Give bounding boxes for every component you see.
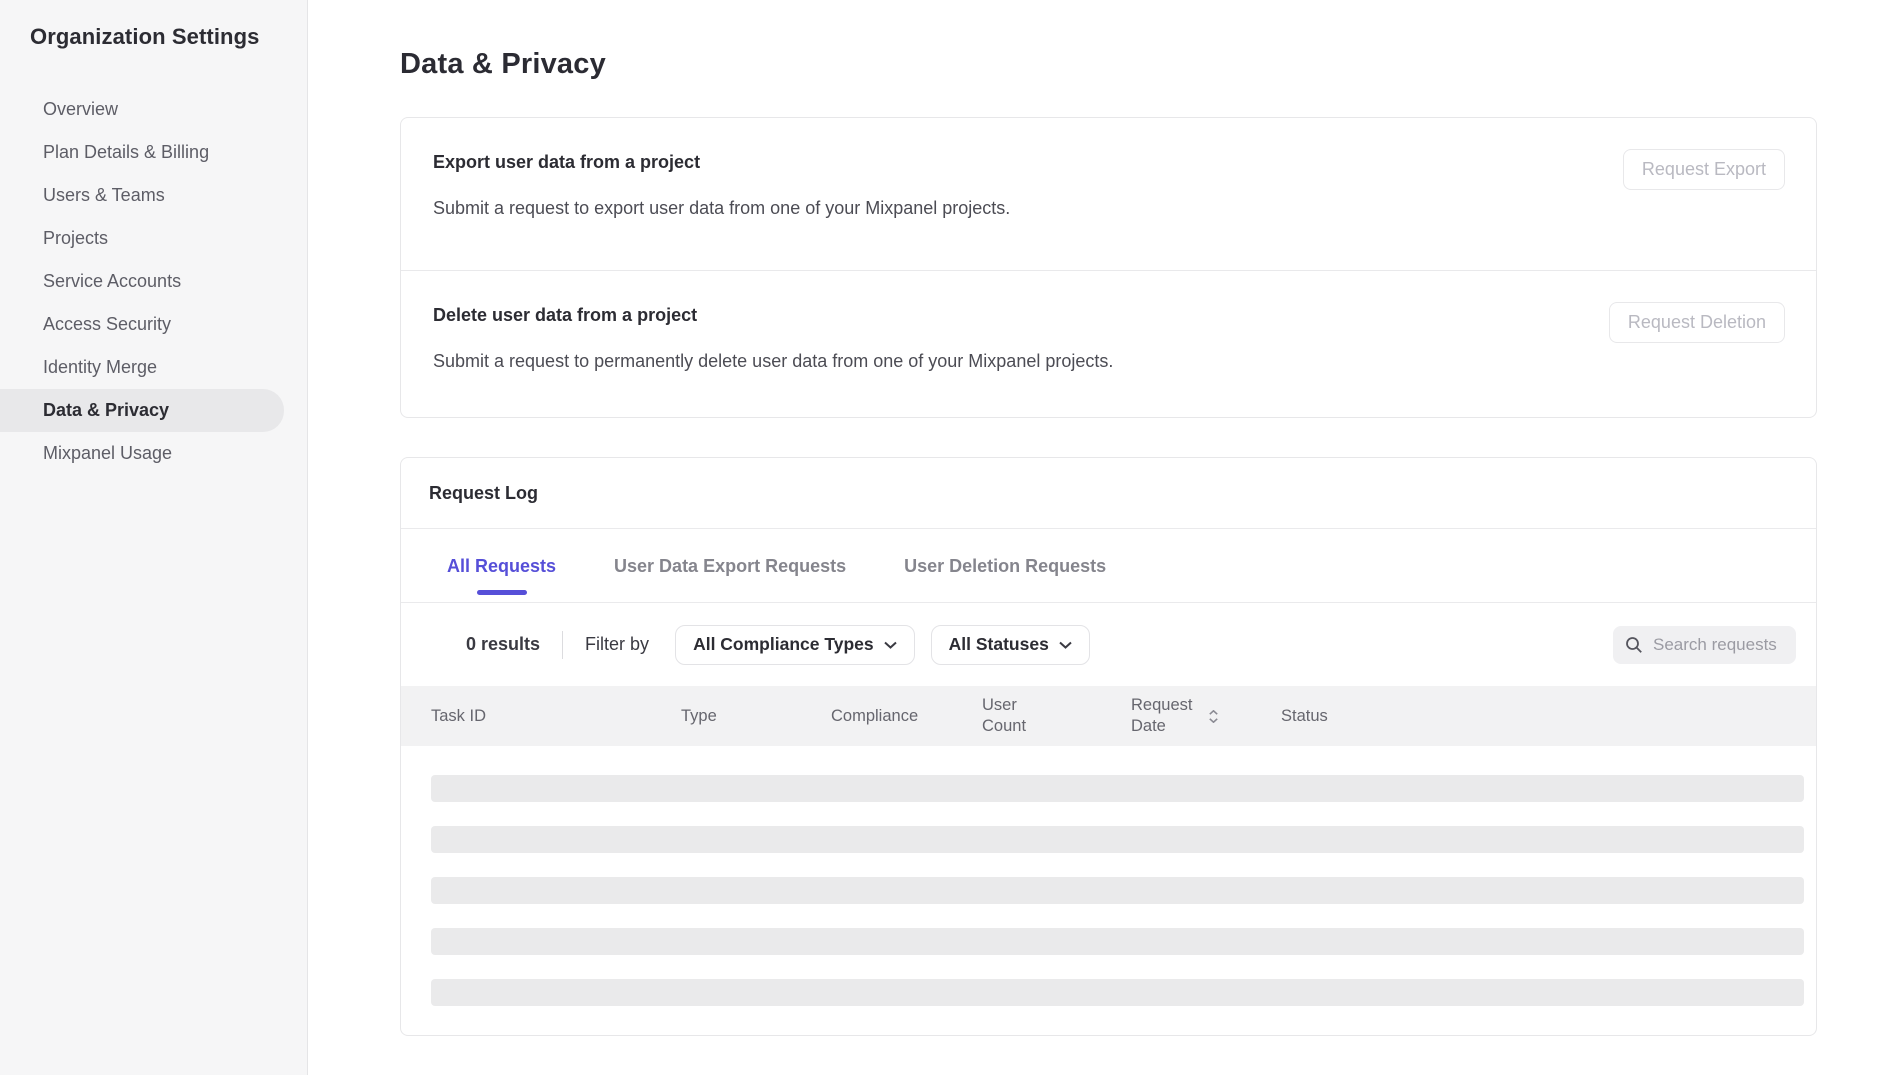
column-header-request-date <box>1131 695 1281 737</box>
search-icon <box>1625 636 1643 654</box>
column-header-type <box>681 706 831 727</box>
request-deletion-button[interactable]: Request Deletion <box>1609 302 1785 343</box>
vertical-divider <box>562 631 563 659</box>
request-log-card <box>400 457 1817 1036</box>
sidebar-item-mixpanel-usage[interactable]: Mixpanel Usage <box>43 443 173 463</box>
active-tab-underline <box>477 590 527 595</box>
delete-section-description: Submit a request to permanently delete user data from one of your Mixpanel projects. <box>433 351 1114 371</box>
request-log-header <box>401 458 1816 528</box>
sidebar-item-data-privacy[interactable]: Data & Privacy <box>0 389 284 432</box>
sort-icon[interactable] <box>1209 710 1218 723</box>
active-tab-underline <box>980 590 1030 595</box>
results-count: 0 results <box>466 634 541 654</box>
column-header-compliance <box>831 706 982 727</box>
skeleton-row <box>431 928 1804 955</box>
column-header-label: Compliance <box>831 706 919 725</box>
chevron-down-icon <box>1059 641 1072 649</box>
search-requests-input[interactable] <box>1653 635 1783 655</box>
sidebar-item-overview[interactable]: Overview <box>43 99 119 119</box>
search-requests-box[interactable] <box>1613 626 1796 664</box>
sidebar <box>0 0 308 1075</box>
dropdown-label: All Statuses <box>948 634 1049 654</box>
delete-user-data-text <box>433 302 1113 372</box>
chevron-down-icon <box>884 641 897 649</box>
export-section-description: Submit a request to export user data from one of your Mixpanel projects. <box>433 198 1011 218</box>
tab-label: All Requests <box>447 556 557 576</box>
active-tab-underline <box>705 590 755 595</box>
tab-all-requests[interactable] <box>447 529 556 602</box>
page-title: Data & Privacy <box>400 48 606 80</box>
request-export-button[interactable]: Request Export <box>1623 149 1785 190</box>
tab-user-deletion-requests[interactable] <box>904 529 1106 602</box>
data-actions-card <box>400 117 1817 418</box>
sidebar-item-service-accounts[interactable]: Service Accounts <box>43 271 182 291</box>
request-log-tabs <box>401 529 1816 603</box>
column-header-status <box>1281 706 1816 727</box>
dropdown-all-compliance-types[interactable] <box>675 625 915 665</box>
column-header-label: Type <box>681 706 717 725</box>
sidebar-item-identity-merge[interactable]: Identity Merge <box>43 357 158 377</box>
delete-user-data-section <box>401 270 1816 417</box>
filter-row <box>401 603 1816 686</box>
filter-dropdowns <box>675 625 1106 665</box>
tab-user-data-export-requests[interactable] <box>614 529 846 602</box>
skeleton-row <box>431 877 1804 904</box>
delete-section-title: Delete user data from a project <box>433 305 698 325</box>
column-header-label: Request Date <box>1131 696 1193 735</box>
request-log-title: Request Log <box>429 483 539 503</box>
filter-by-label: Filter by <box>585 634 650 654</box>
sidebar-item-projects[interactable]: Projects <box>43 228 109 248</box>
export-user-data-section <box>401 118 1816 270</box>
sidebar-item-users-teams[interactable]: Users & Teams <box>43 185 165 205</box>
skeleton-row <box>431 826 1804 853</box>
skeleton-row <box>431 979 1804 1006</box>
tab-label: User Data Export Requests <box>614 556 847 576</box>
export-section-title: Export user data from a project <box>433 152 701 172</box>
column-header-label: Task ID <box>431 706 487 725</box>
dropdown-all-statuses[interactable] <box>931 625 1090 665</box>
sidebar-item-access-security[interactable]: Access Security <box>43 314 172 334</box>
request-table-header <box>401 686 1816 746</box>
dropdown-label: All Compliance Types <box>693 634 874 654</box>
column-header-label: User Count <box>982 696 1027 735</box>
tab-label: User Deletion Requests <box>904 556 1107 576</box>
sidebar-item-plan-details-billing[interactable]: Plan Details & Billing <box>43 142 210 162</box>
skeleton-row <box>431 775 1804 802</box>
sidebar-nav <box>0 88 307 475</box>
request-table-body <box>401 746 1816 1035</box>
column-header-task-id <box>431 706 681 727</box>
column-header-label: Status <box>1281 706 1328 725</box>
export-user-data-text <box>433 149 1010 219</box>
column-header-user-count <box>982 695 1131 737</box>
main-content <box>308 0 1886 1075</box>
sidebar-title: Organization Settings <box>30 24 260 49</box>
